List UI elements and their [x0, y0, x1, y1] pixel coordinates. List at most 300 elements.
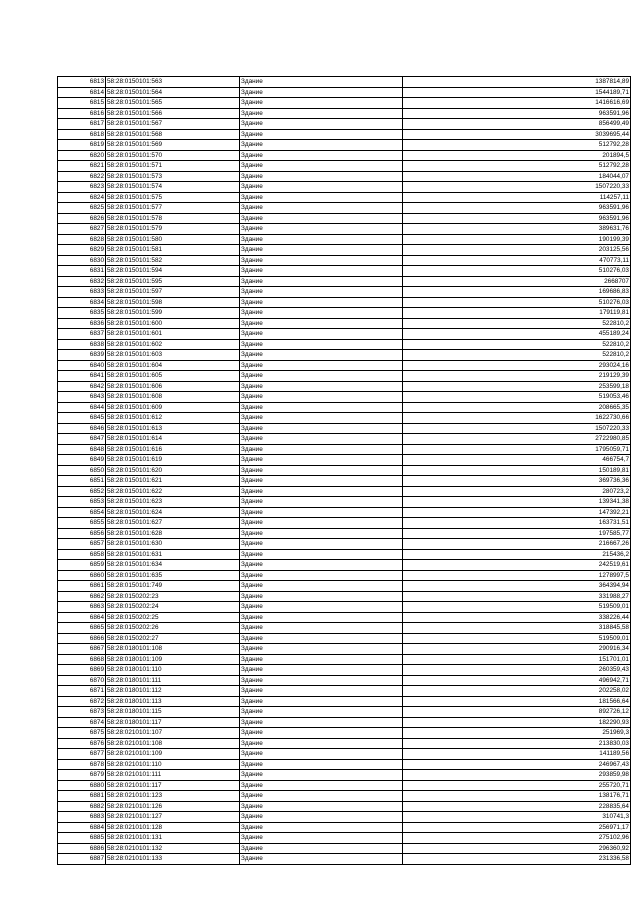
table-row [58, 140, 631, 151]
row-number-cell: 6824 [58, 192, 106, 203]
table-row [58, 602, 631, 613]
cadastral-number-cell: 58:28:0150101:600 [106, 318, 240, 329]
row-number-cell: 6851 [58, 476, 106, 487]
cadastral-number-cell: 58:28:0150101:614 [106, 434, 240, 445]
object-type-cell: Здание [240, 444, 403, 455]
cadastral-number-cell: 58:28:0150101:580 [106, 234, 240, 245]
table-row [58, 192, 631, 203]
object-type-cell: Здание [240, 833, 403, 844]
table-row [58, 686, 631, 697]
cadastral-value-cell: 331988,27 [403, 591, 631, 602]
cadastral-value-cell: 466754,7 [403, 455, 631, 466]
cadastral-number-cell: 58:28:0210101:131 [106, 833, 240, 844]
cadastral-number-cell: 58:28:0150101:630 [106, 539, 240, 550]
table-row [58, 738, 631, 749]
cadastral-value-cell: 242519,61 [403, 560, 631, 571]
row-number-cell: 6820 [58, 150, 106, 161]
cadastral-number-cell: 58:28:0210101:111 [106, 770, 240, 781]
table-row [58, 161, 631, 172]
cadastral-number-cell: 58:28:0150202:23 [106, 591, 240, 602]
cadastral-value-cell: 181566,64 [403, 696, 631, 707]
row-number-cell: 6815 [58, 98, 106, 109]
row-number-cell: 6840 [58, 360, 106, 371]
table-row [58, 696, 631, 707]
object-type-cell: Здание [240, 129, 403, 140]
table-row [58, 87, 631, 98]
table-row [58, 381, 631, 392]
object-type-cell: Здание [240, 329, 403, 340]
row-number-cell: 6852 [58, 486, 106, 497]
row-number-cell: 6849 [58, 455, 106, 466]
row-number-cell: 6854 [58, 507, 106, 518]
row-number-cell: 6875 [58, 728, 106, 739]
cadastral-number-cell: 58:28:0150101:612 [106, 413, 240, 424]
cadastral-number-cell: 58:28:0150101:567 [106, 119, 240, 130]
row-number-cell: 6881 [58, 791, 106, 802]
row-number-cell: 6842 [58, 381, 106, 392]
table-row [58, 591, 631, 602]
object-type-cell: Здание [240, 623, 403, 634]
row-number-cell: 6843 [58, 392, 106, 403]
table-row [58, 434, 631, 445]
row-number-cell: 6828 [58, 234, 106, 245]
table-row [58, 171, 631, 182]
object-type-cell: Здание [240, 455, 403, 466]
object-type-cell: Здание [240, 339, 403, 350]
cadastral-number-cell: 58:28:0210101:107 [106, 728, 240, 739]
object-type-cell: Здание [240, 245, 403, 256]
table-row [58, 129, 631, 140]
row-number-cell: 6836 [58, 318, 106, 329]
cadastral-number-cell: 58:28:0150101:565 [106, 98, 240, 109]
row-number-cell: 6826 [58, 213, 106, 224]
cadastral-number-cell: 58:28:0150101:609 [106, 402, 240, 413]
cadastral-value-cell: 3039695,44 [403, 129, 631, 140]
cadastral-value-cell: 519509,01 [403, 633, 631, 644]
cadastral-number-cell: 58:28:0150101:577 [106, 203, 240, 214]
table-row [58, 371, 631, 382]
cadastral-number-cell: 58:28:0210101:109 [106, 749, 240, 760]
row-number-cell: 6886 [58, 843, 106, 854]
row-number-cell: 6845 [58, 413, 106, 424]
row-number-cell: 6861 [58, 581, 106, 592]
cadastral-value-cell: 389631,76 [403, 224, 631, 235]
object-type-cell: Здание [240, 780, 403, 791]
cadastral-number-cell: 58:28:0150101:563 [106, 77, 240, 88]
table-row [58, 728, 631, 739]
object-type-cell: Здание [240, 161, 403, 172]
cadastral-number-cell: 58:28:0150101:599 [106, 308, 240, 319]
table-row [58, 665, 631, 676]
cadastral-value-cell: 141189,56 [403, 749, 631, 760]
table-row [58, 287, 631, 298]
cadastral-number-cell: 58:28:0210101:132 [106, 843, 240, 854]
cadastral-number-cell: 58:28:0150101:608 [106, 392, 240, 403]
object-type-cell: Здание [240, 119, 403, 130]
cadastral-value-cell: 1507220,33 [403, 423, 631, 434]
object-type-cell: Здание [240, 507, 403, 518]
cadastral-value-cell: 231336,58 [403, 854, 631, 865]
cadastral-number-cell: 58:28:0150101:570 [106, 150, 240, 161]
cadastral-number-cell: 58:28:0150101:631 [106, 549, 240, 560]
object-type-cell: Здание [240, 423, 403, 434]
table-row [58, 297, 631, 308]
cadastral-number-cell: 58:28:0210101:110 [106, 759, 240, 770]
cadastral-number-cell: 58:28:0150101:619 [106, 455, 240, 466]
object-type-cell: Здание [240, 224, 403, 235]
table-row [58, 108, 631, 119]
table-row [58, 360, 631, 371]
cadastral-value-cell: 139341,38 [403, 497, 631, 508]
cadastral-value-cell: 2668707 [403, 276, 631, 287]
cadastral-value-cell: 369736,36 [403, 476, 631, 487]
table-row [58, 812, 631, 823]
object-type-cell: Здание [240, 602, 403, 613]
object-type-cell: Здание [240, 318, 403, 329]
object-type-cell: Здание [240, 528, 403, 539]
cadastral-value-cell: 169686,83 [403, 287, 631, 298]
object-type-cell: Здание [240, 266, 403, 277]
cadastral-number-cell: 58:28:0180101:115 [106, 707, 240, 718]
row-number-cell: 6868 [58, 654, 106, 665]
cadastral-value-cell: 1278997,5 [403, 570, 631, 581]
cadastral-number-cell: 58:28:0180101:110 [106, 665, 240, 676]
row-number-cell: 6857 [58, 539, 106, 550]
cadastral-number-cell: 58:28:0150202:24 [106, 602, 240, 613]
object-type-cell: Здание [240, 801, 403, 812]
row-number-cell: 6869 [58, 665, 106, 676]
cadastral-value-cell: 197585,77 [403, 528, 631, 539]
row-number-cell: 6885 [58, 833, 106, 844]
cadastral-value-cell: 963591,96 [403, 203, 631, 214]
object-type-cell: Здание [240, 108, 403, 119]
object-type-cell: Здание [240, 812, 403, 823]
table-row [58, 528, 631, 539]
cadastral-value-cell: 114257,11 [403, 192, 631, 203]
cadastral-number-cell: 58:28:0210101:126 [106, 801, 240, 812]
object-type-cell: Здание [240, 98, 403, 109]
table-row [58, 255, 631, 266]
table-row [58, 633, 631, 644]
cadastral-value-cell: 296360,92 [403, 843, 631, 854]
cadastral-value-cell: 179119,81 [403, 308, 631, 319]
cadastral-value-cell: 1622730,66 [403, 413, 631, 424]
table-row [58, 507, 631, 518]
cadastral-value-cell: 215436,2 [403, 549, 631, 560]
object-type-cell: Здание [240, 140, 403, 151]
row-number-cell: 6839 [58, 350, 106, 361]
object-type-cell: Здание [240, 392, 403, 403]
row-number-cell: 6825 [58, 203, 106, 214]
cadastral-number-cell: 58:28:0150101:574 [106, 182, 240, 193]
cadastral-value-cell: 519053,46 [403, 392, 631, 403]
table-row [58, 308, 631, 319]
row-number-cell: 6823 [58, 182, 106, 193]
cadastral-number-cell: 58:28:0150101:581 [106, 245, 240, 256]
cadastral-number-cell: 58:28:0180101:108 [106, 644, 240, 655]
table-row [58, 329, 631, 340]
object-type-cell: Здание [240, 770, 403, 781]
table-row [58, 822, 631, 833]
cadastral-number-cell: 58:28:0210101:127 [106, 812, 240, 823]
cadastral-number-cell: 58:28:0150101:573 [106, 171, 240, 182]
object-type-cell: Здание [240, 581, 403, 592]
cadastral-number-cell: 58:28:0150202:25 [106, 612, 240, 623]
cadastral-number-cell: 58:28:0150101:620 [106, 465, 240, 476]
row-number-cell: 6830 [58, 255, 106, 266]
cadastral-number-cell: 58:28:0150101:566 [106, 108, 240, 119]
object-type-cell: Здание [240, 675, 403, 686]
object-type-cell: Здание [240, 633, 403, 644]
object-type-cell: Здание [240, 707, 403, 718]
row-number-cell: 6838 [58, 339, 106, 350]
table-row [58, 77, 631, 88]
object-type-cell: Здание [240, 192, 403, 203]
cadastral-number-cell: 58:28:0150101:635 [106, 570, 240, 581]
row-number-cell: 6871 [58, 686, 106, 697]
cadastral-value-cell: 201894,5 [403, 150, 631, 161]
cadastral-number-cell: 58:28:0180101:113 [106, 696, 240, 707]
object-type-cell: Здание [240, 612, 403, 623]
cadastral-number-cell: 58:28:0150101:594 [106, 266, 240, 277]
cadastral-number-cell: 58:28:0150101:749 [106, 581, 240, 592]
cadastral-value-cell: 512792,28 [403, 161, 631, 172]
row-number-cell: 6813 [58, 77, 106, 88]
cadastral-value-cell: 519509,01 [403, 602, 631, 613]
row-number-cell: 6858 [58, 549, 106, 560]
object-type-cell: Здание [240, 539, 403, 550]
cadastral-number-cell: 58:28:0150101:623 [106, 497, 240, 508]
cadastral-value-cell: 228835,64 [403, 801, 631, 812]
cadastral-value-cell: 2722980,85 [403, 434, 631, 445]
object-type-cell: Здание [240, 686, 403, 697]
object-type-cell: Здание [240, 402, 403, 413]
cadastral-value-cell: 255720,71 [403, 780, 631, 791]
table-row [58, 245, 631, 256]
cadastral-number-cell: 58:28:0150101:613 [106, 423, 240, 434]
table-body [58, 77, 631, 865]
object-type-cell: Здание [240, 822, 403, 833]
object-type-cell: Здание [240, 549, 403, 560]
row-number-cell: 6814 [58, 87, 106, 98]
table-row [58, 234, 631, 245]
object-type-cell: Здание [240, 234, 403, 245]
cadastral-number-cell: 58:28:0150101:595 [106, 276, 240, 287]
row-number-cell: 6879 [58, 770, 106, 781]
cadastral-number-cell: 58:28:0180101:109 [106, 654, 240, 665]
table-row [58, 623, 631, 634]
object-type-cell: Здание [240, 297, 403, 308]
object-type-cell: Здание [240, 150, 403, 161]
table-row [58, 518, 631, 529]
cadastral-value-cell: 151701,01 [403, 654, 631, 665]
table-row [58, 791, 631, 802]
object-type-cell: Здание [240, 360, 403, 371]
table-row [58, 350, 631, 361]
object-type-cell: Здание [240, 371, 403, 382]
cadastral-value-cell: 455189,24 [403, 329, 631, 340]
table-row [58, 612, 631, 623]
cadastral-value-cell: 512792,28 [403, 140, 631, 151]
cadastral-value-cell: 253599,18 [403, 381, 631, 392]
table-row [58, 833, 631, 844]
table-row [58, 455, 631, 466]
cadastral-value-cell: 216667,26 [403, 539, 631, 550]
cadastral-number-cell: 58:28:0150101:603 [106, 350, 240, 361]
row-number-cell: 6841 [58, 371, 106, 382]
cadastral-value-cell: 182290,93 [403, 717, 631, 728]
table-row [58, 707, 631, 718]
table-row [58, 749, 631, 760]
object-type-cell: Здание [240, 654, 403, 665]
table-row [58, 98, 631, 109]
table-row [58, 497, 631, 508]
table-row [58, 644, 631, 655]
object-type-cell: Здание [240, 728, 403, 739]
table-row [58, 770, 631, 781]
cadastral-value-cell: 246967,43 [403, 759, 631, 770]
row-number-cell: 6870 [58, 675, 106, 686]
object-type-cell: Здание [240, 350, 403, 361]
cadastral-number-cell: 58:28:0150101:582 [106, 255, 240, 266]
table-row [58, 444, 631, 455]
cadastral-value-cell: 280723,2 [403, 486, 631, 497]
object-type-cell: Здание [240, 213, 403, 224]
row-number-cell: 6834 [58, 297, 106, 308]
cadastral-number-cell: 58:28:0150101:571 [106, 161, 240, 172]
cadastral-value-cell: 318845,58 [403, 623, 631, 634]
row-number-cell: 6882 [58, 801, 106, 812]
cadastral-number-cell: 58:28:0150101:604 [106, 360, 240, 371]
cadastral-value-cell: 856499,49 [403, 119, 631, 130]
table-row [58, 581, 631, 592]
cadastral-number-cell: 58:28:0150101:579 [106, 224, 240, 235]
table-row [58, 486, 631, 497]
cadastral-number-cell: 58:28:0150101:598 [106, 297, 240, 308]
row-number-cell: 6855 [58, 518, 106, 529]
cadastral-value-cell: 260359,43 [403, 665, 631, 676]
cadastral-number-cell: 58:28:0210101:108 [106, 738, 240, 749]
row-number-cell: 6860 [58, 570, 106, 581]
object-type-cell: Здание [240, 717, 403, 728]
object-type-cell: Здание [240, 759, 403, 770]
cadastral-number-cell: 58:28:0150101:602 [106, 339, 240, 350]
table-row [58, 780, 631, 791]
cadastral-number-cell: 58:28:0150101:621 [106, 476, 240, 487]
table-row [58, 476, 631, 487]
row-number-cell: 6880 [58, 780, 106, 791]
row-number-cell: 6829 [58, 245, 106, 256]
table-row [58, 654, 631, 665]
object-type-cell: Здание [240, 591, 403, 602]
object-type-cell: Здание [240, 465, 403, 476]
cadastral-value-table [57, 76, 631, 865]
cadastral-number-cell: 58:28:0210101:133 [106, 854, 240, 865]
table-row [58, 402, 631, 413]
cadastral-number-cell: 58:28:0150101:605 [106, 371, 240, 382]
table-row [58, 392, 631, 403]
row-number-cell: 6821 [58, 161, 106, 172]
row-number-cell: 6876 [58, 738, 106, 749]
cadastral-number-cell: 58:28:0150101:575 [106, 192, 240, 203]
row-number-cell: 6819 [58, 140, 106, 151]
row-number-cell: 6816 [58, 108, 106, 119]
cadastral-number-cell: 58:28:0180101:117 [106, 717, 240, 728]
table-row [58, 843, 631, 854]
table-row [58, 203, 631, 214]
table-row [58, 339, 631, 350]
row-number-cell: 6867 [58, 644, 106, 655]
cadastral-value-cell: 293859,98 [403, 770, 631, 781]
cadastral-value-cell: 522810,2 [403, 339, 631, 350]
cadastral-number-cell: 58:28:0150202:26 [106, 623, 240, 634]
cadastral-value-cell: 1544189,71 [403, 87, 631, 98]
row-number-cell: 6837 [58, 329, 106, 340]
cadastral-number-cell: 58:28:0150101:628 [106, 528, 240, 539]
table-row [58, 549, 631, 560]
object-type-cell: Здание [240, 276, 403, 287]
table-row [58, 276, 631, 287]
row-number-cell: 6833 [58, 287, 106, 298]
object-type-cell: Здание [240, 87, 403, 98]
table-row [58, 119, 631, 130]
cadastral-value-cell: 184044,07 [403, 171, 631, 182]
row-number-cell: 6853 [58, 497, 106, 508]
cadastral-value-cell: 522810,2 [403, 318, 631, 329]
table-row [58, 224, 631, 235]
cadastral-number-cell: 58:28:0150101:597 [106, 287, 240, 298]
object-type-cell: Здание [240, 255, 403, 266]
cadastral-number-cell: 58:28:0180101:111 [106, 675, 240, 686]
row-number-cell: 6873 [58, 707, 106, 718]
cadastral-value-cell: 1416616,69 [403, 98, 631, 109]
row-number-cell: 6835 [58, 308, 106, 319]
row-number-cell: 6818 [58, 129, 106, 140]
table-row [58, 759, 631, 770]
row-number-cell: 6866 [58, 633, 106, 644]
table-row [58, 423, 631, 434]
object-type-cell: Здание [240, 749, 403, 760]
cadastral-number-cell: 58:28:0150101:616 [106, 444, 240, 455]
object-type-cell: Здание [240, 854, 403, 865]
object-type-cell: Здание [240, 182, 403, 193]
cadastral-number-cell: 58:28:0150101:622 [106, 486, 240, 497]
row-number-cell: 6827 [58, 224, 106, 235]
row-number-cell: 6864 [58, 612, 106, 623]
cadastral-value-cell: 150189,81 [403, 465, 631, 476]
row-number-cell: 6856 [58, 528, 106, 539]
object-type-cell: Здание [240, 476, 403, 487]
object-type-cell: Здание [240, 287, 403, 298]
cadastral-number-cell: 58:28:0150101:627 [106, 518, 240, 529]
object-type-cell: Здание [240, 696, 403, 707]
cadastral-value-cell: 510276,03 [403, 266, 631, 277]
object-type-cell: Здание [240, 381, 403, 392]
cadastral-value-cell: 496942,71 [403, 675, 631, 686]
cadastral-value-cell: 522810,2 [403, 350, 631, 361]
cadastral-value-cell: 202258,02 [403, 686, 631, 697]
row-number-cell: 6865 [58, 623, 106, 634]
cadastral-number-cell: 58:28:0150101:569 [106, 140, 240, 151]
table-row [58, 182, 631, 193]
table-row [58, 266, 631, 277]
cadastral-value-cell: 1507220,33 [403, 182, 631, 193]
object-type-cell: Здание [240, 791, 403, 802]
cadastral-value-cell: 293024,16 [403, 360, 631, 371]
row-number-cell: 6848 [58, 444, 106, 455]
row-number-cell: 6884 [58, 822, 106, 833]
table-row [58, 560, 631, 571]
